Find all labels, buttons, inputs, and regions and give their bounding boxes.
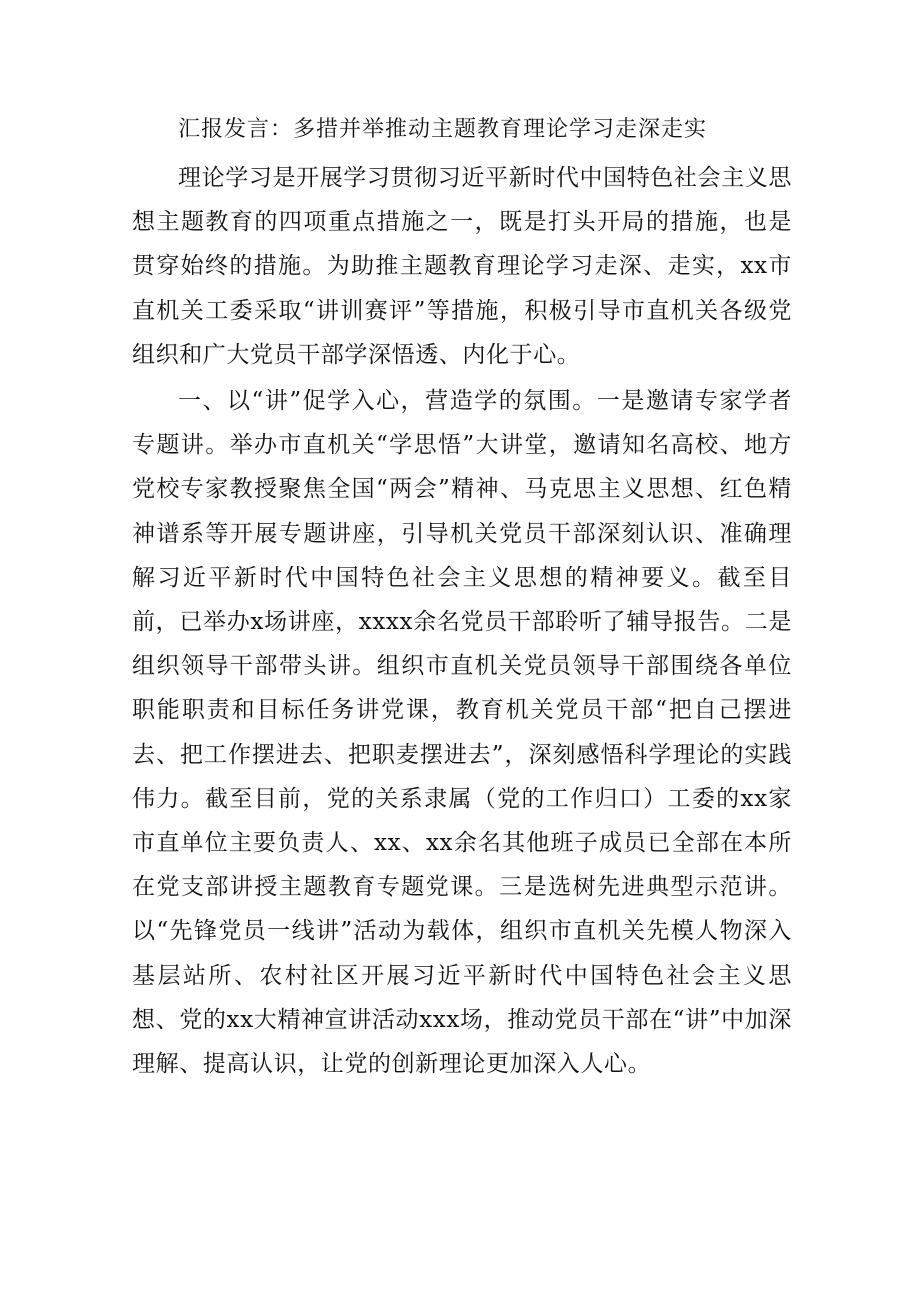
paragraph-section-one: 一、以“讲”促学入心，营造学的氛围。一是邀请专家学者专题讲。举办市直机关“学思悟”大讲堂，邀请知名高校、地方党校专家教授聚焦全国“两会”精神、马克思主义思想、红色精神谱系等开展专题讲座，引导机关党员干部深刻认识、准确理解习近平新时代中国特色社会主义思想的精神要义。截至目前，已举办x场讲座，xxxx余名党员干部聆听了辅导报告。二是组织领导干部带头讲。组织市直机关党员领导干部围绕各单位职能职责和目标任务讲党课，教育机关党员干部“把自己摆进去、把工作摆进去、把职麦摆进去”，深刻感悟科学理论的实践伟力。截至目前，党的关系隶属（党的工作归口）工委的xx家市直单位主要负责人、xx、xx余名其他班子成员已全部在本所在党支部讲授主题教育专题党课。三是选树先进典型示范讲。以“先锋党员一线讲”活动为载体，组织市直机关先模人物深入基层站所、农村社区开展习近平新时代中国特色社会主义思想、党的xx大精神宣讲活动xxx场，推动党员干部在“讲”中加深理解、提高认识，让党的创新理论更加深入人心。	[132, 388, 792, 1078]
document-title: 汇报发言：多措并举推动主题教育理论学习走深走实	[178, 117, 708, 142]
paragraph-intro: 理论学习是开展学习贯彻习近平新时代中国特色社会主义思想主题教育的四项重点措施之一，既是打头开局的措施，也是贯穿始终的措施。为助推主题教育理论学习走深、走实，xx市直机关工委采取“讲训赛评”等措施，积极引导市直机关各级党组织和广大党员干部学深悟透、内化于心。	[132, 165, 792, 368]
document-body	[132, 108, 792, 1086]
